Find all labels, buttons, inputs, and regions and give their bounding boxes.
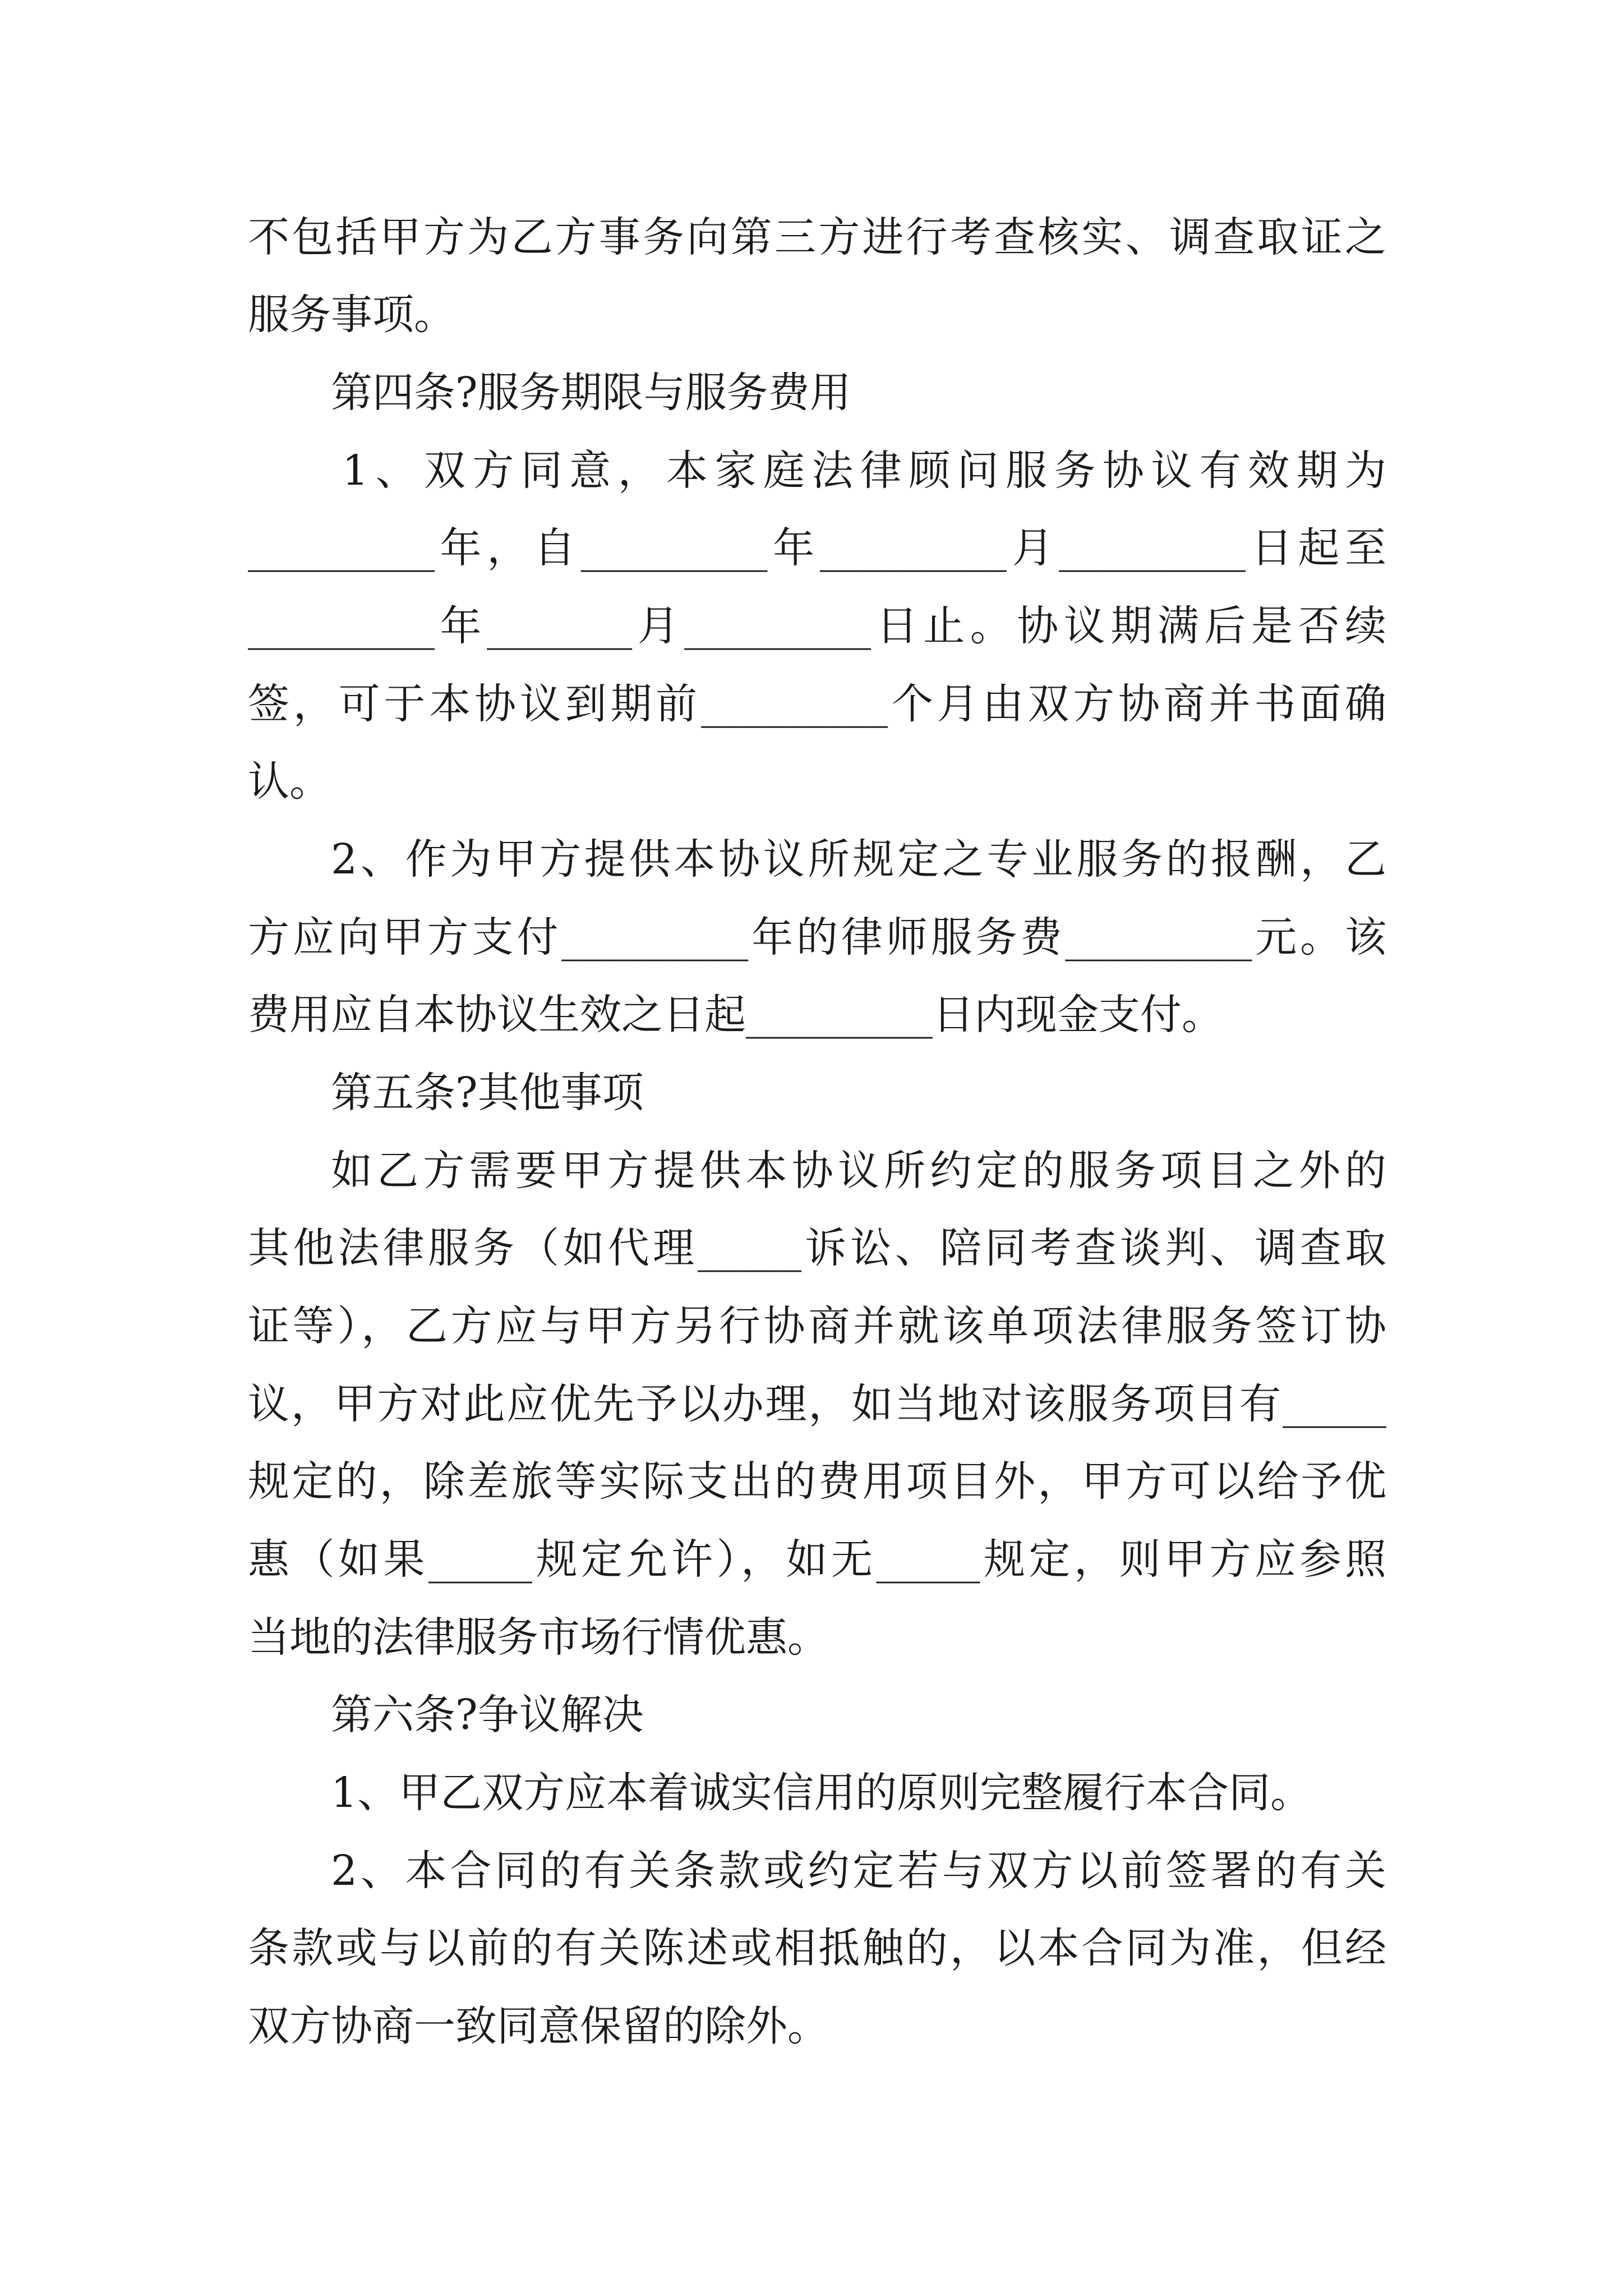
section-heading-6: 第六条?争议解决 (331, 1691, 644, 1739)
text-line: 1、双方同意，本家庭法律顾问服务协议有效期为 (342, 447, 1386, 495)
text-line: 议，甲方对此应优先予以办理，如当地对该服务项目有_____ (248, 1380, 1386, 1428)
text-line: 服务事项。 (248, 291, 455, 339)
text-line: 惠（如果_____规定允许），如无_____规定，则甲方应参照 (248, 1535, 1386, 1584)
text-line: 1、甲乙双方应本着诚实信用的原则完整履行本合同。 (331, 1769, 1312, 1817)
text-line: 条款或与以前的有关陈述或相抵触的，以本合同为准，但经 (248, 1924, 1386, 1972)
text-line: 证等），乙方应与甲方另行协商并就该单项法律服务签订协 (248, 1302, 1386, 1350)
text-line: 双方协商一致同意保留的除外。 (248, 2002, 829, 2050)
text-line: 2、作为甲方提供本协议所规定之专业服务的报酬，乙 (331, 835, 1386, 884)
text-line: 其他法律服务（如代理_____诉讼、陪同考查谈判、调查取 (248, 1224, 1386, 1272)
text-line: 如乙方需要甲方提供本协议所约定的服务项目之外的 (331, 1147, 1386, 1195)
text-line: _________年_______月_________日止。协议期满后是否续 (248, 602, 1386, 650)
text-line: _________年，自_________年_________月_________日起至 (248, 524, 1386, 572)
text-line: 费用应自本协议生效之日起_________日内现金支付。 (248, 991, 1223, 1039)
section-heading-4: 第四条?服务期限与服务费用 (331, 369, 851, 417)
text-line: 规定的，除差旅等实际支出的费用项目外，甲方可以给予优 (248, 1457, 1386, 1506)
text-line: 认。 (248, 757, 331, 806)
text-line: 签，可于本协议到期前_________个月由双方协商并书面确 (248, 680, 1386, 728)
text-line: 方应向甲方支付_________年的律师服务费_________元。该 (248, 913, 1386, 961)
text-line: 不包括甲方为乙方事务向第三方进行考查核实、调查取证之 (248, 213, 1386, 261)
text-line: 2、本合同的有关条款或约定若与双方以前签署的有关 (331, 1847, 1386, 1895)
text-line: 当地的法律服务市场行情优惠。 (248, 1613, 829, 1662)
section-heading-5: 第五条?其他事项 (331, 1069, 644, 1117)
